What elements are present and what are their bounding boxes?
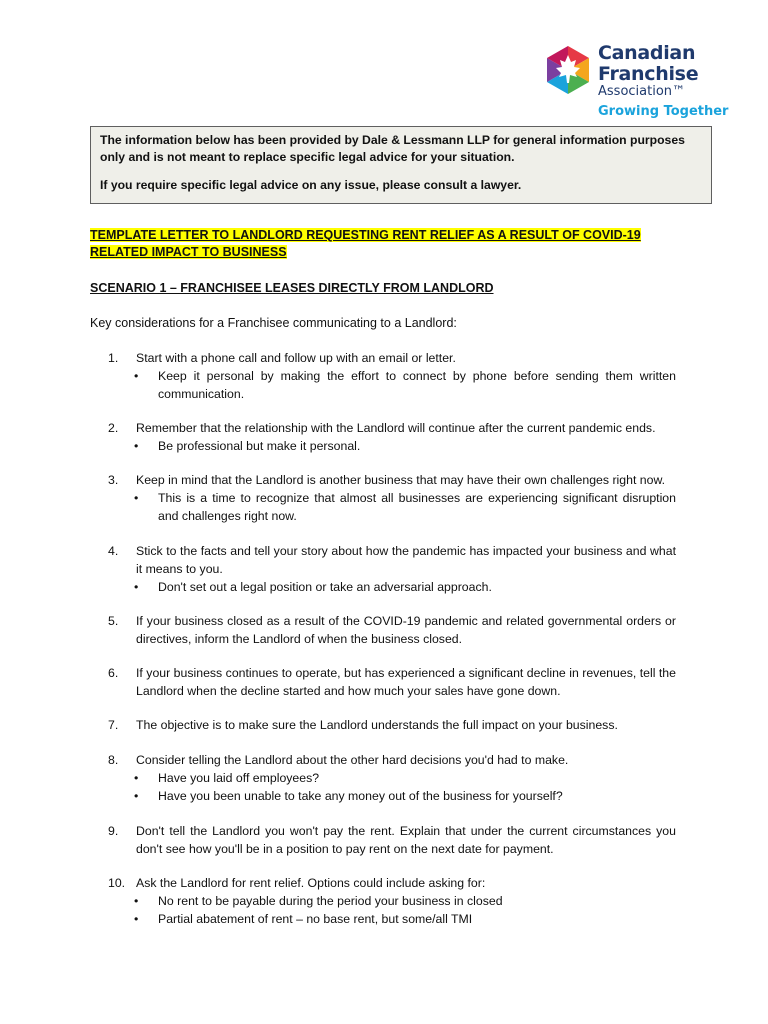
bullet-icon: • (134, 771, 139, 785)
sub-bullet-list (108, 437, 676, 455)
list-item (108, 716, 676, 734)
sub-bullet-list (108, 892, 676, 928)
disclaimer-text: The information below has been provided by Dale & Lessmann LLP for general information purposes only and is not meant to replace specific legal advice for your situation. (100, 133, 685, 164)
list-item-text: If your business continues to operate, but has experienced a significant decline in revenues, tell the Landlord when the decline started and how much your sales have gone down. (136, 666, 676, 698)
bullet-icon: • (134, 439, 139, 453)
intro-text: Key considerations for a Franchisee communicating to a Landlord: (90, 316, 457, 330)
maple-leaf-logo-icon (542, 44, 594, 96)
sub-bullet-text: Keep it personal by making the effort to connect by phone before sending them written communication. (158, 369, 676, 401)
list-item (108, 542, 676, 596)
list-item-number: 5. (108, 614, 119, 628)
bullet-icon: • (134, 912, 139, 926)
list-item-text: Keep in mind that the Landlord is another business that may have their own challenges right now. (136, 473, 666, 487)
scenario-title: SCENARIO 1 – FRANCHISEE LEASES DIRECTLY FROM LANDLORD (90, 281, 494, 295)
list-item-number: 7. (108, 718, 119, 732)
sub-bullet-item (134, 367, 676, 403)
list-item (108, 612, 676, 648)
list-item-text: Ask the Landlord for rent relief. Options could include asking for: (136, 876, 486, 890)
list-item (108, 751, 676, 805)
sub-bullet-list (108, 578, 676, 596)
logo-text-franchise: Franchise (598, 63, 699, 85)
sub-bullet-item (134, 489, 676, 525)
list-item-text: Remember that the relationship with the Landlord will continue after the current pandemic ends. (136, 421, 656, 435)
list-item-text: Stick to the facts and tell your story about how the pandemic has impacted your business and what it means to you. (136, 544, 676, 576)
list-item-number: 1. (108, 351, 119, 365)
sub-bullet-item (134, 910, 676, 928)
list-item-text: Don't tell the Landlord you won't pay the rent. Explain that under the current circumstances you don't see how you'll be in a position to pay rent on the next date for payment. (136, 824, 676, 856)
sub-bullet-item (134, 437, 676, 455)
sub-bullet-list (108, 489, 676, 525)
list-item-number: 3. (108, 473, 119, 487)
logo-tagline: Growing Together (598, 104, 729, 119)
sub-bullet-text: This is a time to recognize that almost all businesses are experiencing significant disruption and challenges right now. (158, 491, 676, 523)
sub-bullet-text: Don't set out a legal position or take an adversarial approach. (158, 580, 492, 594)
disclaimer-lawyer-note: If you require specific legal advice on any issue, please consult a lawyer. (100, 178, 522, 192)
template-title-text: TEMPLATE LETTER TO LANDLORD REQUESTING RENT RELIEF AS A RESULT OF COVID-19 RELATED IMPACT TO BUSINESS (90, 228, 641, 259)
bullet-icon: • (134, 369, 139, 383)
list-item-number: 2. (108, 421, 119, 435)
bullet-icon: • (134, 580, 139, 594)
list-item (108, 664, 676, 700)
sub-bullet-item (134, 769, 676, 787)
bullet-icon: • (134, 789, 139, 803)
list-item-text: The objective is to make sure the Landlord understands the full impact on your business. (136, 718, 618, 732)
sub-bullet-text: Be professional but make it personal. (158, 439, 361, 453)
cfa-logo (540, 42, 729, 122)
logo-text-association: Association™ (598, 84, 686, 99)
sub-bullet-text: Partial abatement of rent – no base rent, but some/all TMI (158, 912, 473, 926)
list-item-text: Start with a phone call and follow up with an email or letter. (136, 351, 456, 365)
sub-bullet-item (134, 892, 676, 910)
bullet-icon: • (134, 894, 139, 908)
sub-bullet-list (108, 367, 676, 403)
disclaimer-box (90, 126, 712, 204)
list-item (108, 874, 676, 928)
sub-bullet-item (134, 787, 676, 805)
list-item-number: 9. (108, 824, 119, 838)
sub-bullet-list (108, 769, 676, 805)
bullet-icon: • (134, 491, 139, 505)
sub-bullet-text: Have you laid off employees? (158, 771, 320, 785)
list-item (108, 349, 676, 403)
list-item (108, 822, 676, 858)
list-item-number: 4. (108, 544, 119, 558)
sub-bullet-text: Have you been unable to take any money out of the business for yourself? (158, 789, 563, 803)
list-item-number: 6. (108, 666, 119, 680)
list-item (108, 471, 676, 525)
list-item-text: If your business closed as a result of the COVID-19 pandemic and related governmental orders or directives, inform the Landlord of when the business closed. (136, 614, 676, 646)
sub-bullet-item (134, 578, 676, 596)
list-item-number: 8. (108, 753, 119, 767)
list-item-text: Consider telling the Landlord about the other hard decisions you'd had to make. (136, 753, 569, 767)
list-item (108, 419, 676, 455)
logo-text-canadian: Canadian (598, 42, 696, 64)
list-item-number: 10. (108, 876, 126, 890)
template-title (90, 227, 690, 261)
sub-bullet-text: No rent to be payable during the period your business in closed (158, 894, 503, 908)
